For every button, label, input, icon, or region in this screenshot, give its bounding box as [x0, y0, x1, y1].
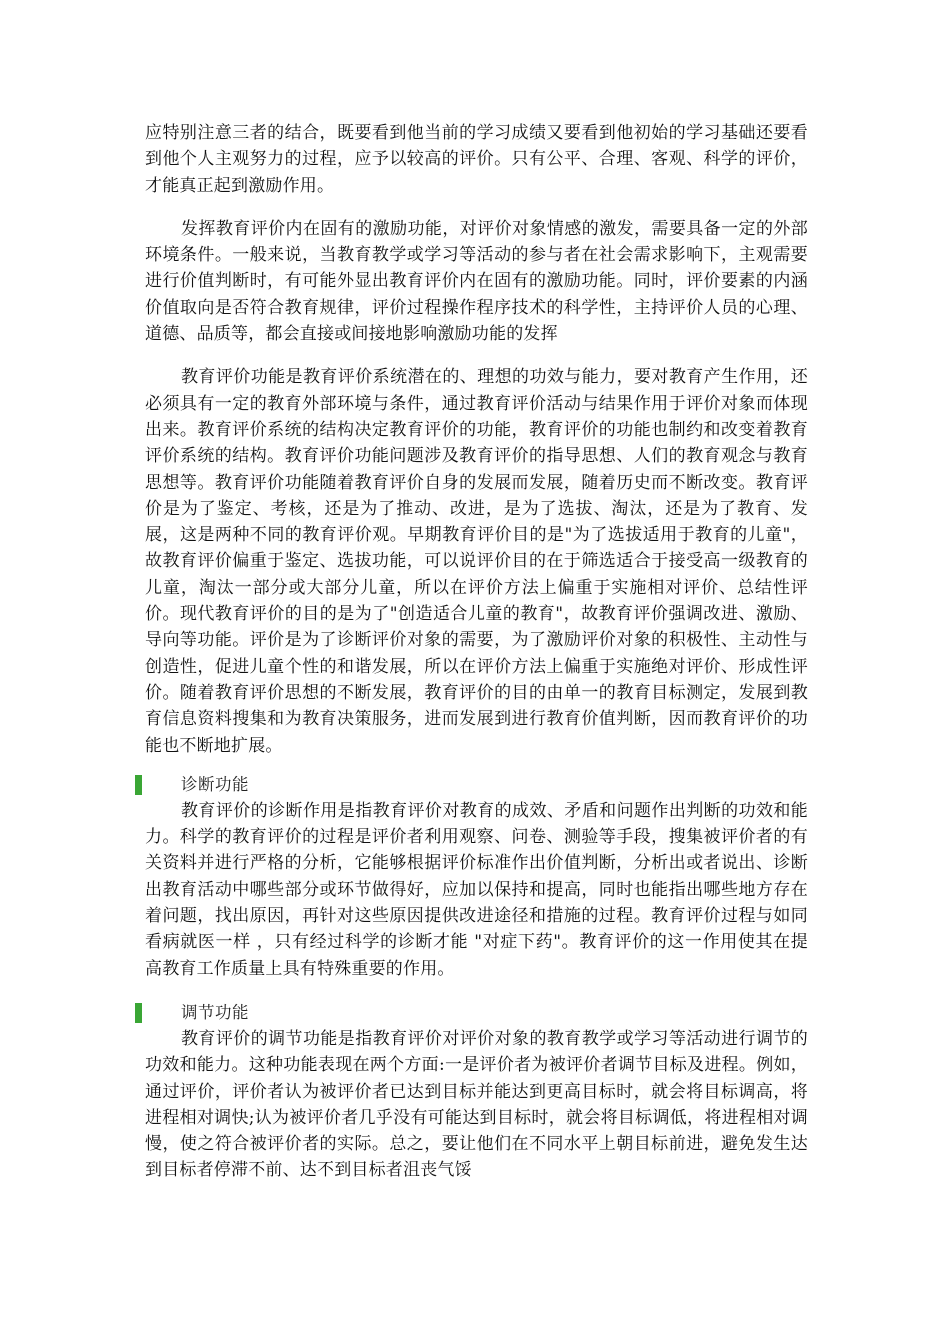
heading-marker-icon [135, 775, 142, 795]
section-title-regulation: 调节功能 [181, 1002, 249, 1022]
section-heading-regulation [145, 1000, 808, 1026]
heading-marker-icon [135, 1003, 142, 1023]
section-body-diagnosis: 教育评价的诊断作用是指教育评价对教育的成效、矛盾和问题作出判断的功效和能力。科学的教育评价的过程是评价者利用观察、问卷、测验等手段，搜集被评价者的有关资料并进行严格的分析，它能够根据评价标准作出价值判断，分析出或者说出、诊断出教育活动中哪些部分或环节做得好，应加以保持和提高，同时也能指出哪些地方存在着问题，找出原因，再针对这些原因提供改进途径和措施的过程。教育评价过程与如同看病就医一样 ，只有经过科学的诊断才能 "对症下药"。教育评价的这一作用使其在提高教育工作质量上具有特殊重要的作用。 [145, 800, 808, 979]
paragraph-continuation: 应特别注意三者的结合，既要看到他当前的学习成绩又要看到他初始的学习基础还要看到他个人主观努力的过程，应予以较高的评价。只有公平、合理、客观、科学的评价，才能真正起到激励作用。 [145, 123, 808, 196]
section-title-diagnosis: 诊断功能 [181, 774, 249, 794]
document-page [145, 120, 808, 1184]
section-regulation [145, 1000, 808, 1184]
section-diagnosis [145, 772, 808, 982]
paragraph-evaluation-function: 教育评价功能是教育评价系统潜在的、理想的功效与能力，要对教育产生作用，还必须具有一定的教育外部环境与条件，通过教育评价活动与结果作用于评价对象而体现出来。教育评价系统的结构决定教育评价的功能，教育评价的功能也制约和改变着教育评价系统的结构。教育评价功能问题涉及教育评价的指导思想、人们的教育观念与教育思想等。教育评价功能随着教育评价自身的发展而发展，随着历史而不断改变。教育评价是为了鉴定、考核，还是为了推动、改进，是为了选拔、淘汰，还是为了教育、发展，这是两种不同的教育评价观。早期教育评价目的是"为了选拔适用于教育的儿童"，故教育评价偏重于鉴定、选拔功能，可以说评价目的在于筛选适合于接受高一级教育的儿童，淘汰一部分或大部分儿童，所以在评价方法上偏重于实施相对评价、总结性评价。现代教育评价的目的是为了"创造适合儿童的教育"，故教育评价强调改进、激励、导向等功能。评价是为了诊断评价对象的需要，为了激励评价对象的积极性、主动性与创造性，促进儿童个性的和谐发展，所以在评价方法上偏重于实施绝对评价、形成性评价。随着教育评价思想的不断发展，教育评价的目的由单一的教育目标测定，发展到教育信息资料搜集和为教育决策服务，进而发展到进行教育价值判断，因而教育评价的功能也不断地扩展。 [145, 367, 808, 756]
section-body-regulation: 教育评价的调节功能是指教育评价对评价对象的教育教学或学习等活动进行调节的功效和能力。这种功能表现在两个方面:一是评价者为被评价者调节目标及进程。例如，通过评价，评价者认为被评价者已达到目标并能达到更高目标时，就会将目标调高，将进程相对调快;认为被评价者几乎没有可能达到目标时，就会将目标调低，将进程相对调慢，使之符合被评价者的实际。总之，要让他们在不同水平上朝目标前进，避免发生达到目标者停滞不前、达不到目标者沮丧气馁 [145, 1028, 808, 1181]
paragraph-incentive-conditions: 发挥教育评价内在固有的激励功能，对评价对象情感的激发，需要具备一定的外部环境条件。一般来说，当教育教学或学习等活动的参与者在社会需求影响下，主观需要进行价值判断时，有可能外显出教育评价内在固有的激励功能。同时，评价要素的内涵价值取向是否符合教育规律，评价过程操作程序技术的科学性，主持评价人员的心理、道德、品质等，都会直接或间接地影响激励功能的发挥 [145, 218, 808, 345]
section-heading-diagnosis [145, 772, 808, 798]
